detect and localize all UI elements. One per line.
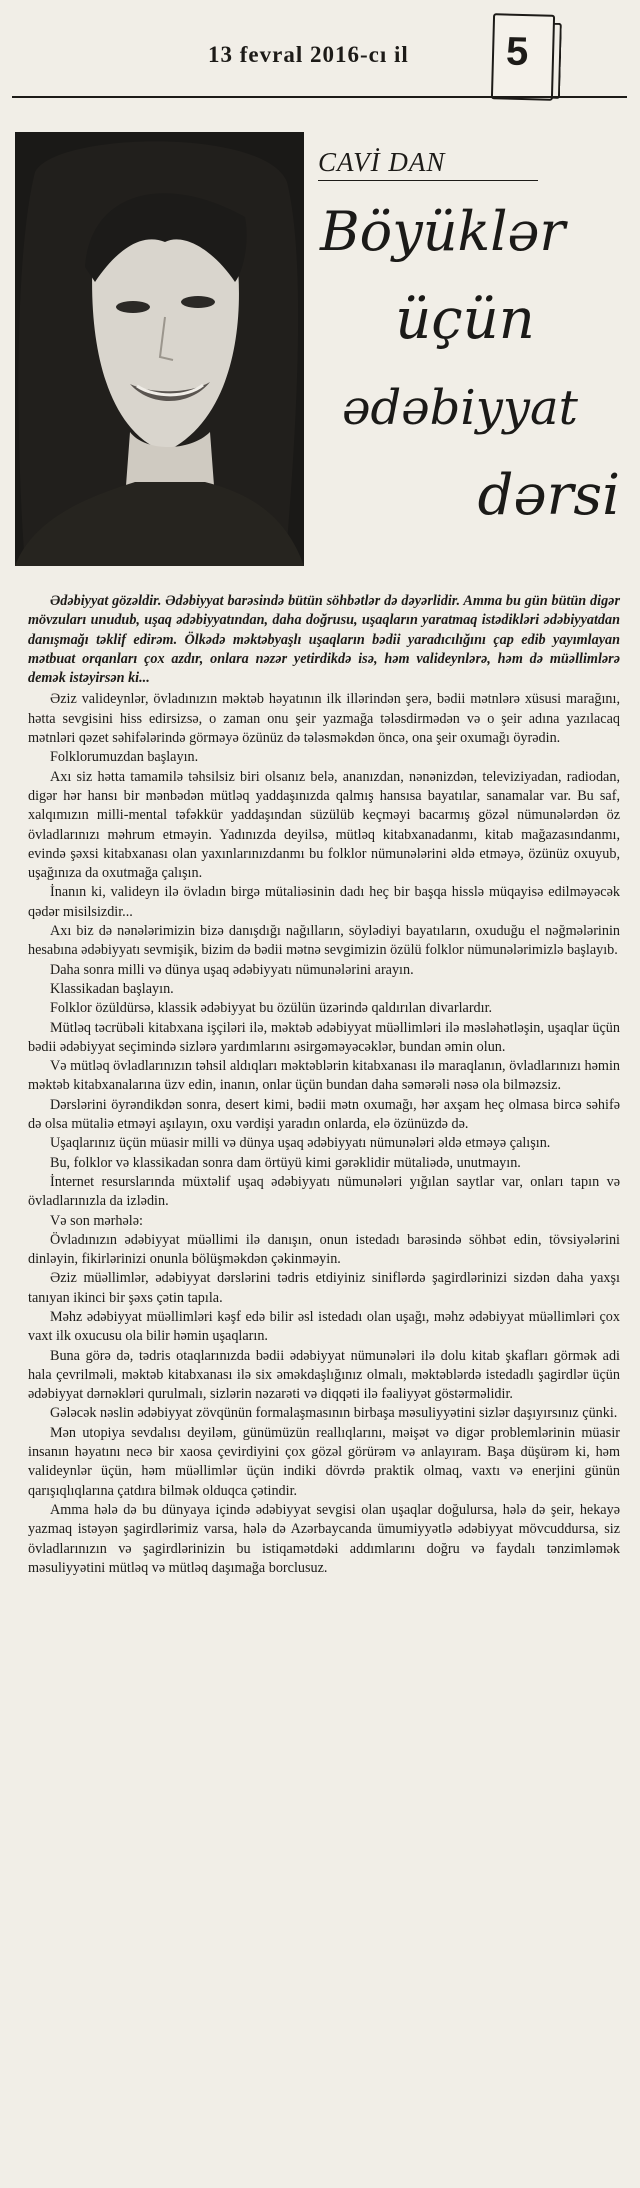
author-photo <box>15 132 304 566</box>
paragraph: Mütləq təcrübəli kitabxana işçiləri ilə, məktəb ədəbiyyat müəllimləri ilə məsləhətləşin, uşaqlar üçün bədii ədəbiyyat seçimində sizlərə yardımlarını əsirgəməyəcəklər, bundan əmin olun. <box>28 1019 620 1055</box>
paragraph: Məhz ədəbiyyat müəllimləri kəşf edə bilir əsl istedadı olan uşağı, məhz ədəbiyyat müəllimləri çox vaxt ilk oxucusu ola bilir həmin uşaqların. <box>28 1308 620 1345</box>
paragraph: Övladınızın ədəbiyyat müəllimi ilə danışın, onun istedadı barəsində söhbət edin, tövsiyələrini dinləyin, fikirlərinizi onunla bölüşməkdən çəkinməyin. <box>28 1231 620 1268</box>
paragraph: Buna görə də, tədris otaqlarınızda bədii ədəbiyyat nümunələri ilə dolu kitab şkafları görmək adi hala çevrilməli, məktəb kitabxanası ilə six əməkdaşlığınız olmalı, məktəblərdə istedadlı şagirdlər üçün ədəbiyyat dərnəkləri qurulmalı, sizlərin nəzarəti və diqqəti ilə fəaliyyət göstərməlidir. <box>28 1347 620 1403</box>
title-line: üçün <box>395 287 535 352</box>
author-rule <box>318 180 538 181</box>
page-header <box>0 0 640 100</box>
paragraph: Gələcək nəslin ədəbiyyat zövqünün formalaşmasının birbaşa məsuliyyətini sizlər daşıyırsınız çünki. <box>50 1405 618 1422</box>
title-line: ədəbiyyat <box>342 380 578 436</box>
paragraph: Axı siz hətta tamamilə təhsilsiz biri olsanız belə, ananızdan, nənənizdən, televiziyadan, radiodan, digər hər hansı bir mənbədən mütləq yaddaşınızda qalmış hansısa bayatılar, sanamalar var. Bu saf, xalqımızın milli-mental təfəkkür yaddaşından süzülüb keçməyi bacarmış gözəl nümunələrdən öz övladlarınızı məhrum etməyin. Yadınızda deyilsə, mütləq kitabxanadanmı, kitab mağazasındanmı, evində şəxsi kitabxanası olan yaxınlarınızdanmı bu folklor nümunələrini əldə etməyə, özünüz oxuyub, uşağınıza da oxutmağa çalışın. <box>28 768 620 882</box>
paragraph: Əziz valideynlər, övladınızın məktəb həyatının ilk illərindən şerə, bədii mətnlərə xüsusi marağını, hətta sevgisini hiss edirsizsə, o zaman onu şeir yazmağa tələsdirmədən və o şeir adına yazılacaq mətnləri qəzet səhifələrində görməyə özünüz də tələsməkdən öncə, ona şeir oxumağı öyrədin. <box>28 691 620 747</box>
paragraph: Əziz müəllimlər, ədəbiyyat dərslərini tədris etdiyiniz siniflərdə şagirdlərinizi sizdən daha yaxşı tanıyan ikinci bir şəxs çətin tapıla. <box>28 1270 620 1306</box>
paragraph: Folklorumuzdan başlayın. <box>50 749 199 766</box>
title-line: Böyüklər <box>320 200 566 263</box>
page-number: 5 <box>505 29 529 75</box>
paragraph: Və mütləq övladlarınızın təhsil aldıqları məktəblərin kitabxanası ilə maraqlanın, övladlarınızı həmin məktəb kitabxanalarına üzv edin, inanın, onlar üçün bundan daha səmərəli nəsə ola bilməzsiz. <box>28 1058 620 1094</box>
paragraph: Folklor özüldürsə, klassik ədəbiyyat bu özülün üzərində qaldırılan divarlardır. <box>50 1000 493 1017</box>
paragraph: Mən utopiya sevdalısı deyiləm, günümüzün reallıqlarını, məişət və digər problemlərinin müasir insanın həyatını necə bir xaosa çevirdiyini çox gözəl görürəm və anlayıram. Başa düşürəm ki, həm valideynlər üçün, həm müəllimlər üçün indiki dövrdə praktik olmaq, vaxtı və enerjini günün qarışıqlıqlarına çatdıra bilmək olduqca çətindir. <box>28 1424 620 1499</box>
paragraph: İnternet resurslarında müxtəlif uşaq ədəbiyyatı nümunələri yığılan saytlar var, onları tapın və övladlarınızla da izlədin. <box>28 1173 620 1210</box>
paragraph: Uşaqlarınız üçün müasir milli və dünya uşaq ədəbiyyatı nümunələri əldə etməyə çalışın. <box>50 1135 551 1152</box>
paragraph: İnanın ki, valideyn ilə övladın birgə mütaliəsinin dadı heç bir başqa hisslə müqayisə edilməyəcək qədər misilsizdir... <box>28 884 620 920</box>
portrait-illustration <box>15 132 304 566</box>
article-title <box>300 200 620 552</box>
article-body <box>28 592 620 1578</box>
paragraph: Dərslərini öyrəndikdən sonra, desert kimi, bədii mətn oxumağı, hər axşam heç olmasa bircə səhifə də olsa mütaliə etməyi aşılayın, oxu vərdişi yaradın onlarda, elə özünüzdə də. <box>28 1096 620 1133</box>
issue-date: 13 fevral 2016-cı il <box>208 42 409 67</box>
paragraph: Bu, folklor və klassikadan sonra dam örtüyü kimi gərəklidir mütaliədə, unutmayın. <box>50 1154 521 1171</box>
header-rule <box>12 96 627 98</box>
paragraph: Daha sonra milli və dünya uşaq ədəbiyyatı nümunələrini arayın. <box>50 961 414 978</box>
title-line: dərsi <box>477 463 620 528</box>
page-number-box <box>491 13 555 101</box>
article-lead: Ədəbiyyat gözəldir. Ədəbiyyat barəsində bütün söhbətlər də dəyərlidir. Amma bu gün bütün digər mövzuları unudub, uşaq ədəbiyyatından, daha doğrusu, uşaqların yaratmaq istədikləri ədəbiyyatdan danışmağı təklif edirəm. Ölkədə məktəbyaşlı uşaqların bədii yaradıcılığını çap edib yayımlayan mətbuat orqanları çox azdır, onlara nəzər yetirdikdə isə, həm valideynlərə, həm də müəllimlərə demək istəyirsən ki... <box>28 593 620 687</box>
paragraph: Amma hələ də bu dünyaya içində ədəbiyyat sevgisi olan uşaqlar doğulursa, hələ də şeir, hekayə yazmaq istəyən şagirdlərimiz varsa, hələ də Azərbaycanda ümumiyyətlə ədəbiyyat mövcuddursa, siz övladlarınızın və şagirdlərinizin bu istiqamətdəki addımlarını doğru və faydalı tənzimləmək məsuliyyətini mütləq və mütləq daşımağa borclusuz. <box>28 1501 620 1576</box>
author-name: CAVİ DAN <box>318 147 446 177</box>
paragraph: Axı biz də nənələrimizin bizə danışdığı nağılların, söylədiyi bayatıların, oxuduğu el nəğmələrinin hesabına ədəbiyyatı sevmişik, bizim də bədii mətnə sevgimizin özülü folklor nümunələrimizlə başlayıb. <box>28 923 620 959</box>
paragraph: Klassikadan başlayın. <box>50 980 174 997</box>
paragraph: Və son mərhələ: <box>50 1212 143 1229</box>
